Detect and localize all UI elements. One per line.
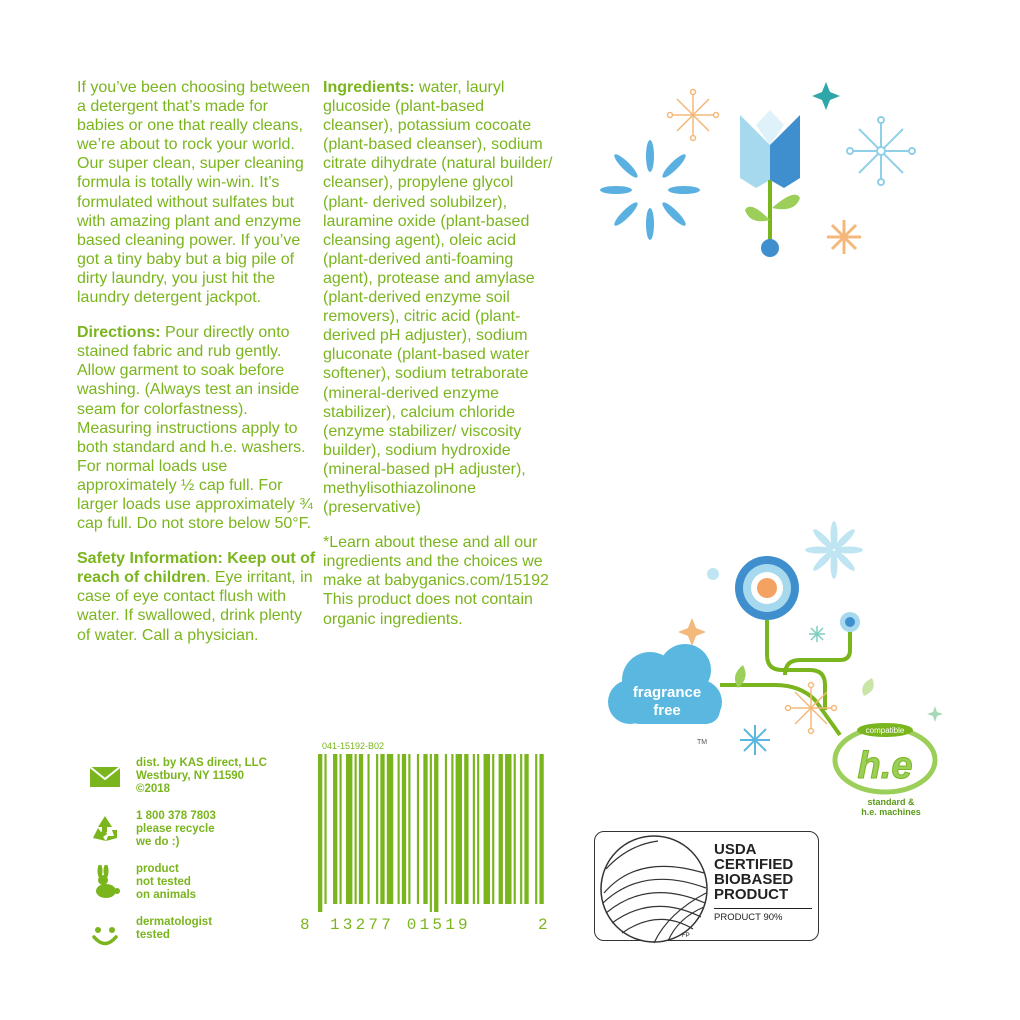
barcode	[316, 754, 552, 912]
fragrance-free-label: fragrance free	[632, 684, 702, 719]
barcode-bar	[499, 754, 503, 904]
ingredients-paragraph	[323, 78, 553, 517]
barcode-bar	[505, 754, 511, 904]
teal-star-icon	[740, 725, 770, 755]
list-item	[88, 810, 308, 855]
ingredients-heading: Ingredients:	[323, 79, 415, 96]
info-icon-list	[88, 757, 308, 969]
barcode-bar	[464, 754, 468, 904]
dermatologist-text: dermatologist tested	[136, 916, 213, 941]
small-teal-star-icon	[809, 626, 825, 642]
barcode-bar	[376, 754, 378, 904]
barcode-bar	[520, 754, 522, 904]
distributor-text: dist. by KAS direct, LLC Westbury, NY 11590 ©2018	[136, 757, 267, 795]
barcode-bar	[456, 754, 462, 904]
tulip-icon	[740, 110, 800, 257]
he-compatible-logo	[835, 723, 935, 792]
he-compatible-text: compatible	[865, 726, 905, 735]
barcode-bar	[430, 754, 432, 912]
peach-asterisk-icon	[827, 220, 861, 254]
ingredients-text: water, lauryl glucoside (plant-based cleanser), potassium cocoate (plant-based cleanser), sodium citrate dihydrate (natural builder/ cleanser), propylene glycol (plant- derived solubilzer), lauramine oxide (plant-based cleansing agent), oleic acid (plant-derived anti-foaming agent), protease and amylase (plant-derived enzyme soil removers), citric acid (plant-derived pH adjuster), sodium gluconate (plant-based water softener), sodium tetraborate (mineral-derived enzyme stabilizer), calcium chloride (enzyme stabilizer/ viscosity builder), sodium hydroxide (mineral-based pH adjuster), methylisothiazolinone (preservative)	[323, 79, 553, 517]
smiley-icon	[88, 918, 122, 952]
barcode-bar	[417, 754, 419, 904]
barcode-bar	[451, 754, 453, 904]
bunny-icon	[88, 865, 122, 899]
barcode-bar	[367, 754, 369, 904]
cruelty-free-text: product not tested on animals	[136, 863, 197, 901]
flower-illustration	[600, 70, 940, 270]
barcode-digit-left: 8	[300, 916, 312, 934]
barcode-bar	[514, 754, 516, 904]
barcode-bar	[380, 754, 384, 904]
barcode-bar	[535, 754, 537, 904]
sparkle-icon	[812, 82, 840, 110]
left-text-column	[77, 78, 317, 661]
usda-percent: PRODUCT 90%	[714, 912, 783, 923]
barcode-bar	[340, 754, 342, 904]
barcode-bar	[333, 754, 337, 904]
peach-sparkle-icon	[678, 618, 706, 646]
light-blue-star-icon	[805, 521, 863, 579]
barcode-bar	[387, 754, 393, 904]
safety-text: . Eye irritant, in case of eye contact flush with water. If swallowed, drink plenty of water. Call a physician.	[77, 569, 313, 644]
usda-divider	[714, 908, 812, 909]
phone-recycle-text: 1 800 378 7803 please recycle we do :)	[136, 810, 216, 848]
leaf-icon	[862, 678, 874, 696]
safety-heading: Safety Information: Keep out of reach of children	[77, 550, 316, 587]
small-sparkle-icon	[927, 706, 943, 722]
barcode-bar	[445, 754, 447, 904]
barcode-bar	[359, 754, 363, 904]
barcode-bar	[473, 754, 475, 904]
he-caption: standard & h.e. machines	[861, 797, 921, 817]
safety-paragraph	[77, 549, 317, 644]
barcode-label: 041-15192-B02	[322, 741, 385, 751]
barcode-bar	[355, 754, 357, 904]
trademark: TM	[697, 739, 708, 746]
usda-title: USDA CERTIFIED BIOBASED PRODUCT	[714, 841, 794, 903]
vine-illustration	[600, 510, 960, 830]
envelope-icon	[88, 759, 122, 793]
peach-snowflake-icon	[786, 683, 837, 734]
he-logo-text: h.e	[857, 745, 913, 787]
blue-petal-flower-icon	[600, 140, 700, 240]
target-flower-icon	[735, 556, 799, 620]
barcode-digits: 13277 01519	[330, 916, 471, 934]
learn-more-paragraph: *Learn about these and all our ingredients and the choices we make at babyganics.com/15192 This product does not contain organic ingredients.	[323, 534, 549, 628]
list-item	[88, 916, 308, 961]
barcode-bar	[492, 754, 494, 904]
usda-fp: FP	[682, 933, 690, 939]
barcode-bar	[524, 754, 528, 904]
barcode-bar	[434, 754, 438, 912]
list-item	[88, 757, 308, 802]
usda-emblem-icon	[598, 833, 710, 945]
dot-icon	[707, 568, 719, 580]
middle-text-column	[323, 78, 553, 645]
barcode-bar	[408, 754, 410, 904]
directions-heading: Directions:	[77, 324, 161, 342]
directions-text: Pour directly onto stained fabric and rub gently. Allow garment to soak before washing. (Always test an inside seam for colorfastness). Measuring instructions apply to both standard and h.e. washers. For normal loads use approximately ½ cap full. For larger loads use approximately ¾ cap full. Do not store below 50°F.	[77, 324, 313, 533]
barcode-bar	[346, 754, 352, 904]
barcode-bar	[324, 754, 326, 904]
blue-snowflake-icon	[847, 117, 915, 185]
intro-paragraph: If you’ve been choosing between a detergent that’s made for babies or one that really cleans, we’re about to rock your world. Our super clean, super cleaning formula is totally win-win. It’s formulated without sulfates but with amazing plant and enzyme based cleaning power. If you’ve got a tiny baby but a big pile of dirty laundry, you just hit the laundry detergent jackpot.	[77, 79, 311, 307]
barcode-bar	[402, 754, 406, 904]
barcode-bar	[484, 754, 490, 904]
barcode-bar	[398, 754, 400, 904]
barcode-bar	[539, 754, 543, 904]
recycle-icon	[88, 812, 122, 846]
barcode-bar	[318, 754, 322, 912]
barcode-bar	[477, 754, 479, 904]
peach-snowflake-icon	[668, 90, 719, 141]
barcode-digit-right: 2	[538, 916, 550, 934]
directions-paragraph	[77, 323, 317, 533]
barcode-bar	[423, 754, 427, 904]
list-item	[88, 863, 308, 908]
